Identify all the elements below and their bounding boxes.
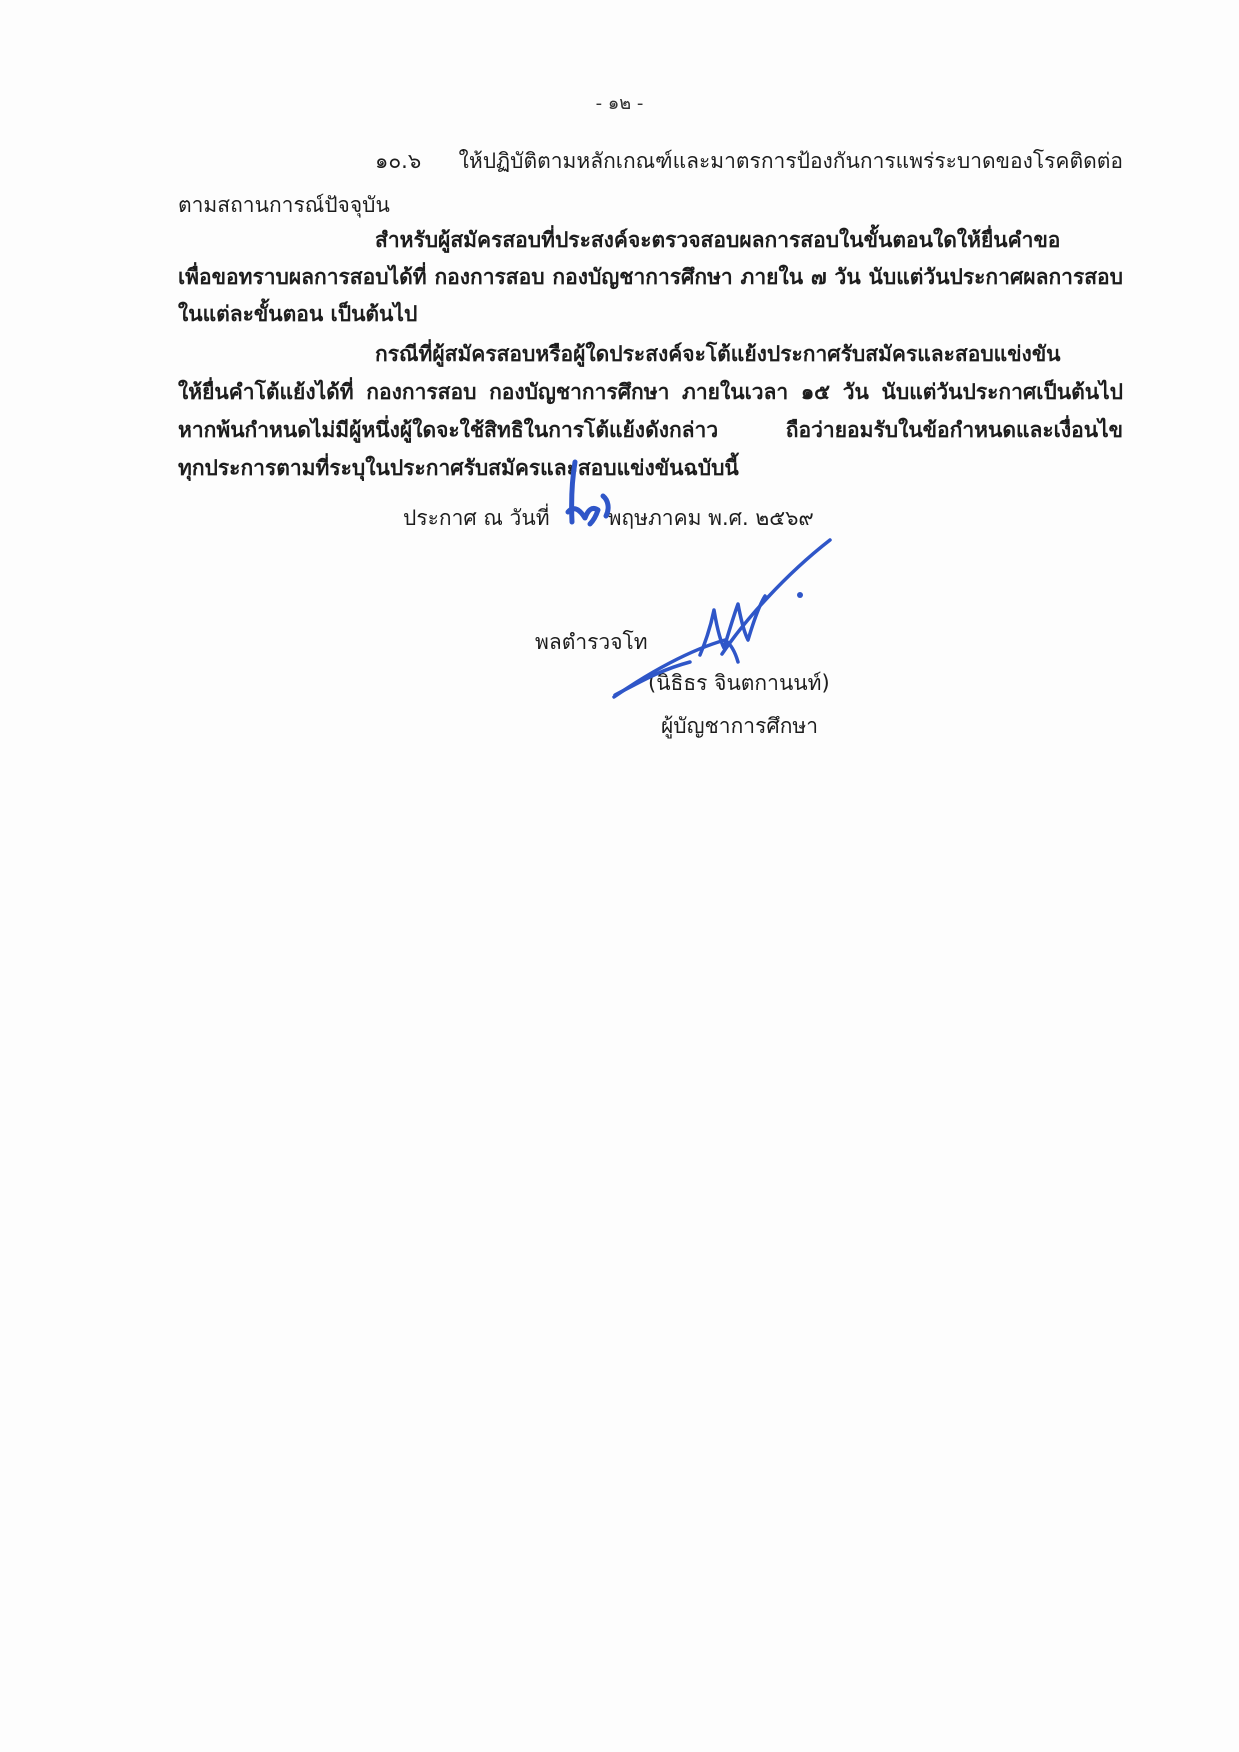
objection-paragraph-line-3: หากพ้นกำหนดไม่มีผู้หนึ่งผู้ใดจะใช้สิทธิในการโต้แย้งดังกล่าว ถือว่ายอมรับในข้อกำหนดและเงื่อนไข — [178, 418, 1123, 442]
signatory-title: ผู้บัญชาการศึกษา — [661, 714, 819, 738]
signatory-name: (นิธิธร จินตกานนท์) — [648, 671, 830, 695]
objection-paragraph-line-2: ให้ยื่นคำโต้แย้งได้ที่ กองการสอบ กองบัญชาการศึกษา ภายในเวลา ๑๕ วัน นับแต่วันประกาศเป็นต้นไป — [178, 380, 1123, 404]
signature-dot — [797, 592, 803, 598]
signatory-rank: พลตำรวจโท — [535, 630, 648, 654]
results-paragraph-line-3: ในแต่ละขั้นตอน เป็นต้นไป — [178, 302, 418, 326]
paragraph-10-6-line-1: ๑๐.๖ ให้ปฏิบัติตามหลักเกณฑ์และมาตรการป้องกันการแพร่ระบาดของโรคติดต่อ — [375, 149, 1123, 173]
results-paragraph-line-2: เพื่อขอทราบผลการสอบได้ที่ กองการสอบ กองบัญชาการศึกษา ภายใน ๗ วัน นับแต่วันประกาศผลการสอบ — [178, 265, 1123, 289]
objection-paragraph-line-4: ทุกประการตามที่ระบุในประกาศรับสมัครและสอบแข่งขันฉบับนี้ — [178, 456, 739, 480]
announcement-date-line — [403, 503, 814, 533]
objection-paragraph-line-1: กรณีที่ผู้สมัครสอบหรือผู้ใดประสงค์จะโต้แย้งประกาศรับสมัครและสอบแข่งขัน — [375, 342, 1061, 366]
page-number: - ๑๒ - — [595, 93, 644, 114]
paragraph-10-6-line-2: ตามสถานการณ์ปัจจุบัน — [178, 193, 390, 217]
results-paragraph-line-1: สำหรับผู้สมัครสอบที่ประสงค์จะตรวจสอบผลการสอบในขั้นตอนใดให้ยื่นคำขอ — [375, 228, 1061, 252]
announcement-month-year: พฤษภาคม พ.ศ. ๒๕๖๙ — [607, 506, 814, 530]
announcement-prefix: ประกาศ ณ วันที่ — [403, 506, 550, 530]
